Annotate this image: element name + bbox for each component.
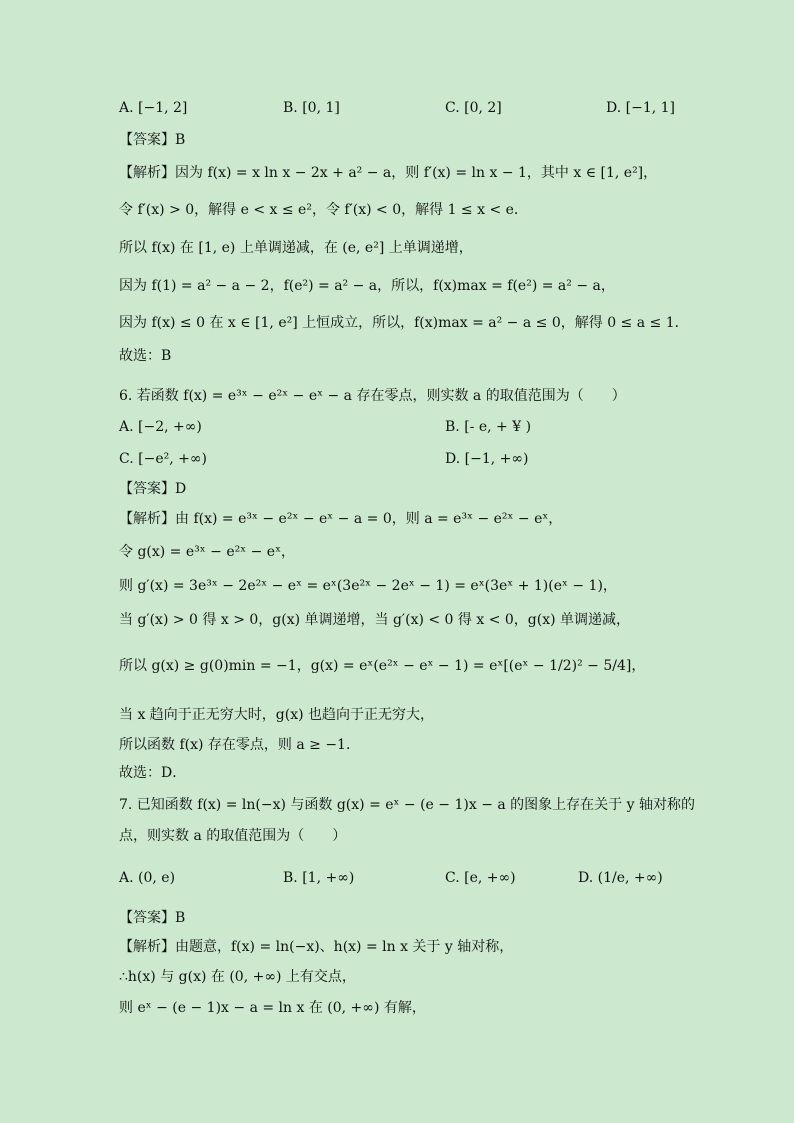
q5-analysis-line-5: 因为 f(x) ≤ 0 在 x ∈ [1, e²] 上恒成立，所以，f(x)max = a² − a ≤ 0，解得 0 ≤ a ≤ 1． <box>119 315 689 331</box>
q7-option-b: B. [1, +∞) <box>283 870 355 886</box>
q6-answer: 【答案】D <box>119 481 187 497</box>
q5-analysis-line-1: 【解析】因为 f(x) = x ln x − 2x + a² − a，则 f′(x) = ln x − 1，其中 x ∈ [1, e²]， <box>119 165 658 181</box>
q6-option-c: C. [−e², +∞) <box>119 451 207 467</box>
q6-option-a: A. [−2, +∞) <box>119 419 202 435</box>
q6-analysis-line-2: 令 g(x) = e³ˣ − e²ˣ − eˣ， <box>119 544 296 560</box>
q5-analysis-line-2: 令 f′(x) > 0，解得 e < x ≤ e²，令 f′(x) < 0，解得 1 ≤ x < e． <box>119 202 528 218</box>
q5-option-c: C. [0, 2] <box>445 100 502 116</box>
q5-analysis-line-4: 因为 f(1) = a² − a − 2，f(e²) = a² − a，所以，f(x)max = f(e²) = a² − a， <box>119 278 615 294</box>
q6-conclusion: 故选：D． <box>119 765 187 781</box>
q7-option-d: D. (1/e, +∞) <box>578 870 663 886</box>
q7-answer: 【答案】B <box>119 910 186 926</box>
q6-analysis-line-1: 【解析】由 f(x) = e³ˣ − e²ˣ − eˣ − a = 0，则 a = e³ˣ − e²ˣ − eˣ， <box>119 511 563 527</box>
q5-option-b: B. [0, 1] <box>283 100 340 116</box>
q6-analysis-line-4: 当 g′(x) > 0 得 x > 0，g(x) 单调递增，当 g′(x) < 0 得 x < 0，g(x) 单调递减， <box>119 612 631 628</box>
q5-conclusion: 故选：B <box>119 348 172 364</box>
q7-stem-line-2: 点，则实数 a 的取值范围为（ ） <box>119 828 347 844</box>
q5-option-d: D. [−1, 1] <box>606 100 676 116</box>
q6-analysis-line-5: 所以 g(x) ≥ g(0)min = −1，g(x) = eˣ(e²ˣ − eˣ − 1) = eˣ[(eˣ − 1/2)² − 5/4]， <box>119 658 646 674</box>
q6-analysis-line-7: 所以函数 f(x) 存在零点，则 a ≥ −1． <box>119 737 360 753</box>
q6-analysis-line-3: 则 g′(x) = 3e³ˣ − 2e²ˣ − eˣ = eˣ(3e²ˣ − 2eˣ − 1) = eˣ(3eˣ + 1)(eˣ − 1)， <box>119 578 617 594</box>
q5-analysis-line-3: 所以 f(x) 在 [1, e) 上单调递减，在 (e, e²] 上单调递增， <box>119 240 473 256</box>
q6-stem: 6. 若函数 f(x) = e³ˣ − e²ˣ − eˣ − a 存在零点，则实数 a 的取值范围为（ ） <box>119 388 626 404</box>
q7-stem-line-1: 7. 已知函数 f(x) = ln(−x) 与函数 g(x) = eˣ − (e − 1)x − a 的图象上存在关于 y 轴对称的 <box>119 797 695 813</box>
q7-analysis-line-3: 则 eˣ − (e − 1)x − a = ln x 在 (0, +∞) 有解， <box>119 1000 426 1016</box>
q6-option-b: B. [- e, + ¥ ) <box>445 419 532 435</box>
q7-analysis-line-1: 【解析】由题意，f(x) = ln(−x)、h(x) = ln x 关于 y 轴对称， <box>119 939 514 955</box>
q5-answer: 【答案】B <box>119 132 186 148</box>
q7-analysis-line-2: ∴h(x) 与 g(x) 在 (0, +∞) 上有交点， <box>119 969 356 985</box>
q7-option-c: C. [e, +∞) <box>445 870 516 886</box>
q6-analysis-line-6: 当 x 趋向于正无穷大时，g(x) 也趋向于正无穷大， <box>119 707 435 723</box>
q6-option-d: D. [−1, +∞) <box>445 451 529 467</box>
q5-option-a: A. [−1, 2] <box>119 100 188 116</box>
q7-option-a: A. (0, e) <box>119 870 176 886</box>
